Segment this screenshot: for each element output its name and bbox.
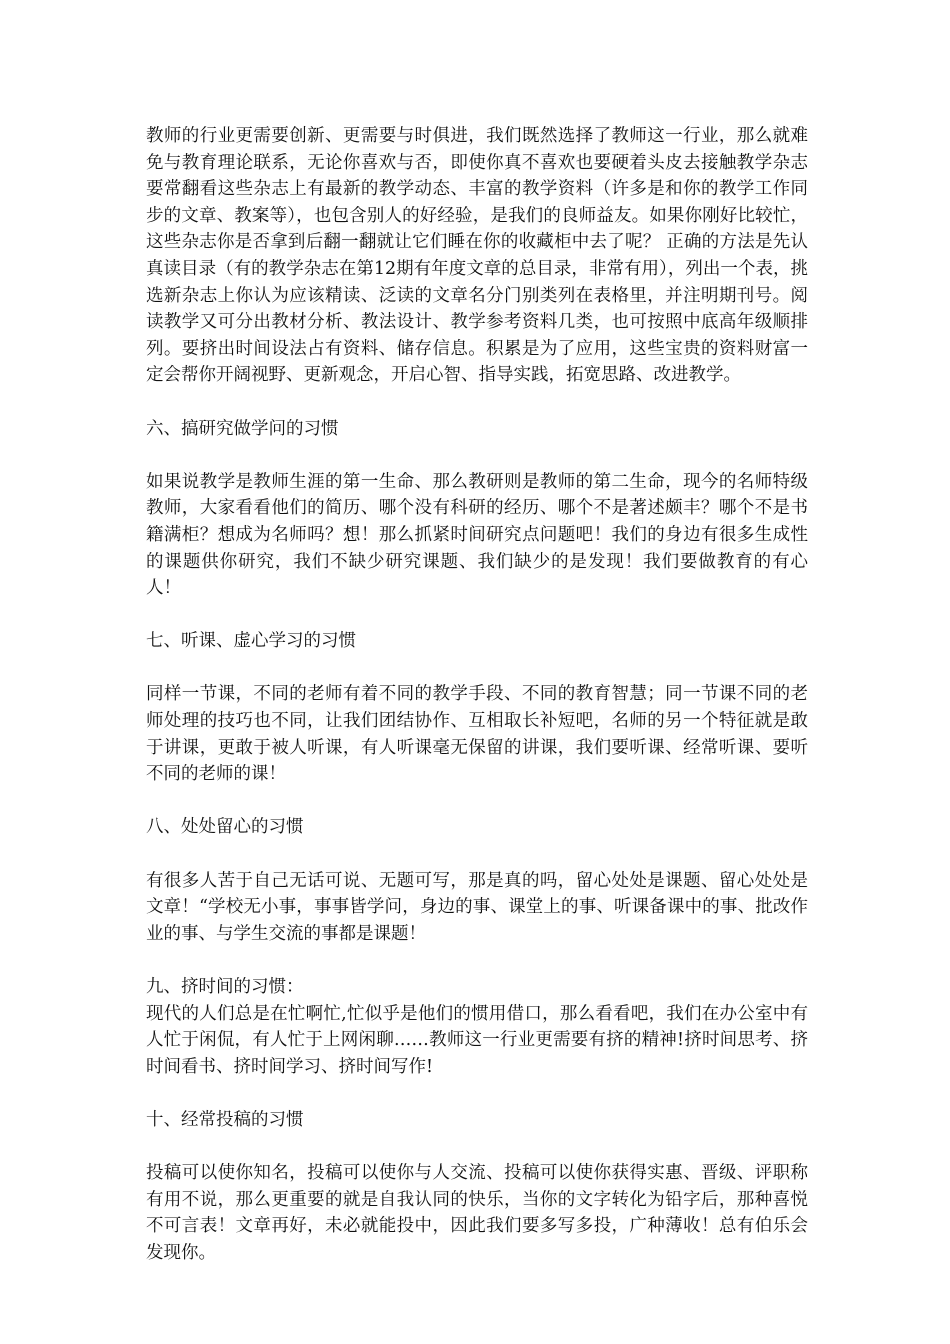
heading-make-time-habit: 九、挤时间的习惯： (146, 977, 304, 997)
heading-submit-articles-habit: 十、经常投稿的习惯 (146, 1109, 304, 1130)
paragraph-observe-lessons-habit: 同样一节课，不同的老师有着不同的教学手段、不同的教育智慧；同一节课不同的老师处理的技巧也不同，让我们团结协作、互相取长补短吧，名师的另一个特征就是敢于讲课，更敢于被人听课，有人听课毫无保留的讲课，我们要听课、经常听课、要听不同的老师的课！ (146, 684, 808, 785)
heading-research-habit: 六、搞研究做学问的习惯 (146, 418, 339, 439)
heading-attentiveness-habit: 八、处处留心的习惯 (146, 817, 304, 838)
paragraph-teaching-journals: 教师的行业更需要创新、更需要与时俱进，我们既然选择了教师这一行业，那么就难免与教育理论联系，无论你喜欢与否，即使你真不喜欢也要硬着头皮去接触教学杂志要常翻看这些杂志上有最新的教学动态、丰富的教学资料（许多是和你的教学工作同步的文章、教案等），也包含别人的好经验，是我们的良师益友。如果你刚好比较忙，这些杂志你是否拿到后翻一翻就让它们睡在你的收藏柜中去了呢？ 正确的方法是先认真读目录（有的教学杂志在第12期有年度文章的总目录，非常有用），列出一个表，挑选新杂志上你认为应该精读、泛读的文章名分门别类列在表格里，并注明期刊号。阅读教学又可分出教材分析、教法设计、教学参考资料几类，也可按照中底高年级顺排列。要挤出时间设法占有资料、储存信息。积累是为了应用，这些宝贵的资料财富一定会帮你开阔视野、更新观念，开启心智、指导实践，拓宽思路、改进教学。 (146, 126, 808, 386)
paragraph-attentiveness-habit: 有很多人苦于自己无话可说、无题可写，那是真的吗，留心处处是课题、留心处处是文章！“学校无小事，事事皆学问，身边的事、课堂上的事、听课备课中的事、批改作业的事、与学生交流的事都是课题！ (146, 870, 808, 944)
paragraph-make-time-habit: 现代的人们总是在忙啊忙,忙似乎是他们的惯用借口，那么看看吧，我们在办公室中有人忙于闲侃，有人忙于上网闲聊……教师这一行业更需要有挤的精神!挤时间思考、挤时间看书、挤时间学习、挤时间写作! (146, 1003, 808, 1077)
document-page (146, 123, 808, 1267)
paragraph-submit-articles-habit: 投稿可以使你知名，投稿可以使你与人交流、投稿可以使你获得实惠、晋级、评职称有用不说，那么更重要的就是自我认同的快乐，当你的文字转化为铅字后，那种喜悦不可言表！文章再好，未必就能投中，因此我们要多写多投，广种薄收！总有伯乐会发现你。 (146, 1163, 808, 1263)
paragraph-research-habit: 如果说教学是教师生涯的第一生命、那么教研则是教师的第二生命，现今的名师特级教师，大家看看他们的简历、哪个没有科研的经历、哪个不是著述颇丰？哪个不是书籍满柜？想成为名师吗？想！那么抓紧时间研究点问题吧！我们的身边有很多生成性的课题供你研究，我们不缺少研究课题、我们缺少的是发现！我们要做教育的有心人！ (146, 471, 808, 599)
heading-observe-lessons-habit: 七、听课、虚心学习的习惯 (146, 631, 356, 652)
